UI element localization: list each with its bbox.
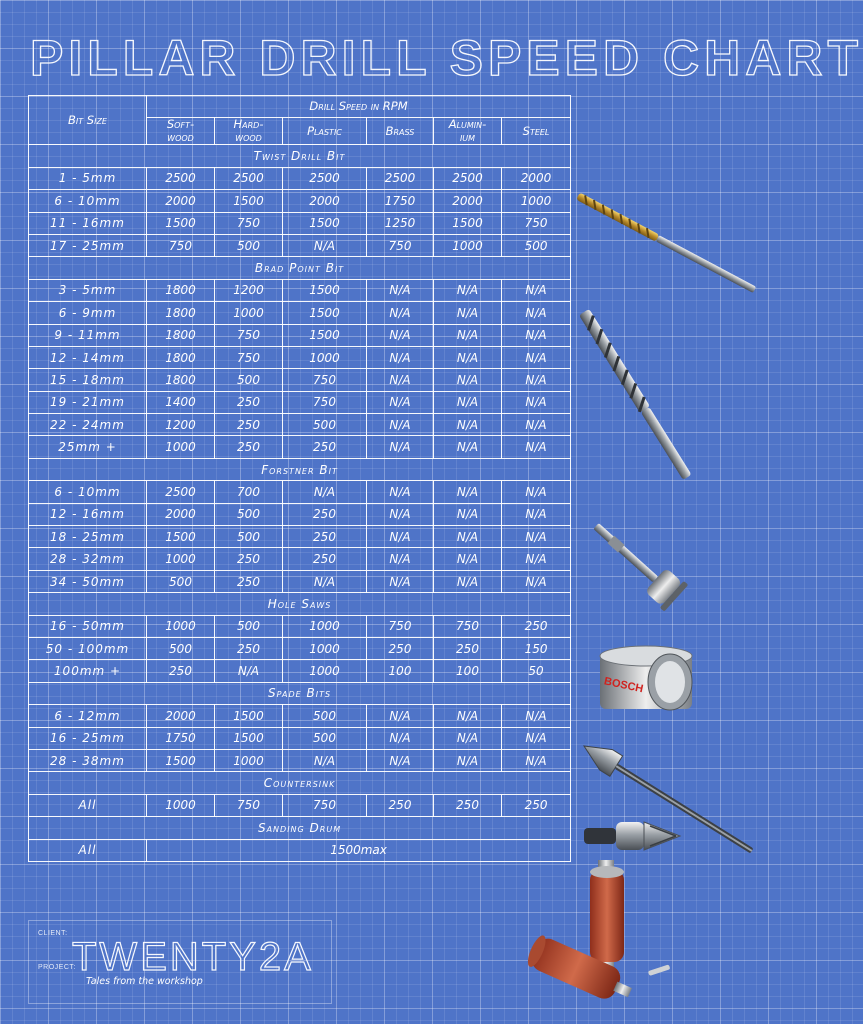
table-row <box>29 637 571 659</box>
section-title: Hole Saws <box>29 593 571 615</box>
speed-cell: 1000 <box>147 794 215 816</box>
bit-size-cell: 12 - 14mm <box>29 346 147 368</box>
table-row <box>29 212 571 234</box>
section-header-row <box>29 593 571 615</box>
section-title: Forstner Bit <box>29 458 571 480</box>
brand-tagline: Tales from the workshop <box>86 976 203 987</box>
speed-cell: 250 <box>215 637 283 659</box>
page-title: PILLAR DRILL SPEED CHART <box>30 30 863 86</box>
speed-cell: 750 <box>215 794 283 816</box>
speed-cell: N/A <box>367 369 434 391</box>
speed-cell: N/A <box>434 481 502 503</box>
speed-cell: N/A <box>367 481 434 503</box>
speed-cell: N/A <box>434 548 502 570</box>
table-row <box>29 369 571 391</box>
speed-cell: N/A <box>502 436 571 458</box>
bit-size-cell: 11 - 16mm <box>29 212 147 234</box>
speed-cell: N/A <box>367 414 434 436</box>
speed-cell: N/A <box>367 324 434 346</box>
speed-cell: N/A <box>367 526 434 548</box>
chart-body <box>29 145 571 862</box>
speed-cell: 2000 <box>283 190 367 212</box>
speed-cell: 1500 <box>215 190 283 212</box>
material-header-hardwood: Hard- wood <box>215 118 283 145</box>
table-row <box>29 794 571 816</box>
speed-cell: N/A <box>502 346 571 368</box>
section-header-row <box>29 145 571 167</box>
speed-cell: 250 <box>434 794 502 816</box>
speed-cell: 1000 <box>215 749 283 771</box>
bit-size-cell: 6 - 10mm <box>29 190 147 212</box>
speed-cell: 250 <box>215 391 283 413</box>
speed-cell: 500 <box>215 234 283 256</box>
table-row <box>29 526 571 548</box>
speed-cell: 2500 <box>283 167 367 189</box>
speed-cell: 1500 <box>283 324 367 346</box>
speed-cell: 250 <box>367 637 434 659</box>
section-header-row <box>29 817 571 839</box>
speed-cell: 250 <box>215 548 283 570</box>
bit-size-cell: 18 - 25mm <box>29 526 147 548</box>
bit-size-cell: 19 - 21mm <box>29 391 147 413</box>
table-row <box>29 727 571 749</box>
speed-cell: 750 <box>283 369 367 391</box>
table-row <box>29 705 571 727</box>
speed-cell: 1000 <box>147 436 215 458</box>
speed-cell: 2500 <box>367 167 434 189</box>
speed-cell: 1000 <box>147 548 215 570</box>
speed-cell: 1500max <box>147 839 571 861</box>
speed-cell: 1000 <box>283 637 367 659</box>
section-header-row <box>29 257 571 279</box>
speed-cell: N/A <box>367 391 434 413</box>
table-row <box>29 570 571 592</box>
speed-cell: N/A <box>434 503 502 525</box>
speed-cell: 750 <box>215 212 283 234</box>
hole-saw-brand: BOSCH <box>602 675 645 696</box>
speed-cell: N/A <box>367 570 434 592</box>
speed-cell: 1000 <box>283 660 367 682</box>
speed-cell: N/A <box>367 302 434 324</box>
speed-cell: N/A <box>502 526 571 548</box>
speed-cell: 1500 <box>283 302 367 324</box>
speed-cell: N/A <box>367 705 434 727</box>
speed-cell: N/A <box>367 279 434 301</box>
forstner-bit-icon <box>584 513 688 612</box>
speed-cell: 500 <box>215 615 283 637</box>
speed-cell: 750 <box>367 234 434 256</box>
bit-size-cell: 6 - 9mm <box>29 302 147 324</box>
speed-cell: 2500 <box>215 167 283 189</box>
speed-cell: N/A <box>434 391 502 413</box>
speed-cell: 750 <box>502 212 571 234</box>
section-header-row <box>29 772 571 794</box>
table-row <box>29 615 571 637</box>
speed-cell: 1800 <box>147 279 215 301</box>
speed-cell: N/A <box>367 503 434 525</box>
speed-cell: 750 <box>283 391 367 413</box>
speed-cell: 1000 <box>502 190 571 212</box>
bit-size-cell: 28 - 38mm <box>29 749 147 771</box>
material-header-aluminium: Alumin- ium <box>434 118 502 145</box>
speed-cell: N/A <box>367 749 434 771</box>
section-title: Sanding Drum <box>29 817 571 839</box>
speed-cell: 500 <box>147 570 215 592</box>
speed-cell: 250 <box>215 414 283 436</box>
speed-cell: 1800 <box>147 346 215 368</box>
speed-cell: 2000 <box>147 705 215 727</box>
speed-cell: 250 <box>147 660 215 682</box>
speed-cell: 250 <box>367 794 434 816</box>
speed-cell: 500 <box>215 369 283 391</box>
bit-size-cell: 25mm + <box>29 436 147 458</box>
speed-cell: N/A <box>502 727 571 749</box>
speed-cell: 750 <box>147 234 215 256</box>
speed-cell: 1750 <box>367 190 434 212</box>
speed-cell: 1000 <box>283 346 367 368</box>
speed-cell: N/A <box>434 436 502 458</box>
material-header-plastic: Plastic <box>283 118 367 145</box>
speed-cell: 100 <box>367 660 434 682</box>
table-row <box>29 346 571 368</box>
speed-cell: N/A <box>502 414 571 436</box>
speed-cell: 1000 <box>434 234 502 256</box>
speed-cell: 2000 <box>502 167 571 189</box>
speed-cell: N/A <box>215 660 283 682</box>
drill-speed-header: Drill Speed in RPM <box>147 96 571 118</box>
speed-cell: N/A <box>502 570 571 592</box>
bit-size-cell: All <box>29 839 147 861</box>
speed-cell: N/A <box>434 369 502 391</box>
speed-cell: 1500 <box>147 526 215 548</box>
speed-cell: 250 <box>283 526 367 548</box>
twist-drill-bit-icon <box>576 192 756 293</box>
section-header-row <box>29 682 571 704</box>
speed-cell: 1750 <box>147 727 215 749</box>
speed-cell: 1800 <box>147 324 215 346</box>
sanding-drum-icon <box>524 860 670 1008</box>
material-header-softwood: Soft- wood <box>147 118 215 145</box>
speed-cell: 250 <box>215 570 283 592</box>
speed-cell: 2000 <box>147 503 215 525</box>
bit-size-cell: 1 - 5mm <box>29 167 147 189</box>
speed-cell: 2500 <box>147 481 215 503</box>
bit-size-header: Bit Size <box>29 96 147 145</box>
section-header-row <box>29 458 571 480</box>
material-header-brass: Brass <box>367 118 434 145</box>
bit-size-cell: 3 - 5mm <box>29 279 147 301</box>
speed-cell: 500 <box>215 503 283 525</box>
table-row <box>29 167 571 189</box>
speed-cell: 500 <box>283 705 367 727</box>
speed-cell: N/A <box>283 234 367 256</box>
bit-size-cell: 16 - 25mm <box>29 727 147 749</box>
bit-size-cell: 16 - 50mm <box>29 615 147 637</box>
speed-cell: N/A <box>434 324 502 346</box>
speed-cell: 1500 <box>147 749 215 771</box>
table-row <box>29 279 571 301</box>
speed-cell: N/A <box>502 369 571 391</box>
table-row <box>29 660 571 682</box>
table-row <box>29 481 571 503</box>
speed-cell: 1500 <box>147 212 215 234</box>
bit-size-cell: 6 - 12mm <box>29 705 147 727</box>
speed-cell: 750 <box>367 615 434 637</box>
speed-cell: 500 <box>283 727 367 749</box>
speed-cell: 500 <box>215 526 283 548</box>
table-row <box>29 839 571 861</box>
speed-cell: N/A <box>502 481 571 503</box>
bit-size-cell: 28 - 32mm <box>29 548 147 570</box>
speed-cell: 500 <box>502 234 571 256</box>
speed-cell: N/A <box>367 727 434 749</box>
table-row <box>29 436 571 458</box>
hole-saw-icon <box>600 646 692 710</box>
speed-cell: N/A <box>434 279 502 301</box>
speed-cell: 1500 <box>215 705 283 727</box>
table-row <box>29 324 571 346</box>
speed-cell: 750 <box>283 794 367 816</box>
speed-cell: 1500 <box>215 727 283 749</box>
speed-cell: 250 <box>283 548 367 570</box>
speed-cell: N/A <box>434 570 502 592</box>
speed-cell: 500 <box>147 637 215 659</box>
speed-cell: 250 <box>502 615 571 637</box>
speed-cell: 1000 <box>215 302 283 324</box>
speed-cell: 2500 <box>147 167 215 189</box>
speed-cell: 1800 <box>147 369 215 391</box>
table-row <box>29 503 571 525</box>
speed-chart-table <box>28 95 571 862</box>
speed-cell: 1000 <box>147 615 215 637</box>
speed-cell: N/A <box>502 279 571 301</box>
table-row <box>29 190 571 212</box>
section-title: Countersink <box>29 772 571 794</box>
speed-cell: 250 <box>283 436 367 458</box>
speed-cell: 100 <box>434 660 502 682</box>
speed-cell: N/A <box>367 346 434 368</box>
bit-size-cell: 50 - 100mm <box>29 637 147 659</box>
project-label: PROJECT: <box>38 964 76 971</box>
bit-size-cell: 22 - 24mm <box>29 414 147 436</box>
section-title: Brad Point Bit <box>29 257 571 279</box>
tool-illustrations <box>570 180 768 980</box>
speed-cell: 250 <box>215 436 283 458</box>
speed-cell: 1200 <box>147 414 215 436</box>
speed-cell: 2500 <box>434 167 502 189</box>
speed-cell: N/A <box>434 414 502 436</box>
speed-cell: N/A <box>434 705 502 727</box>
bit-size-cell: 15 - 18mm <box>29 369 147 391</box>
speed-cell: N/A <box>502 705 571 727</box>
speed-cell: N/A <box>502 503 571 525</box>
speed-cell: 1500 <box>283 212 367 234</box>
speed-cell: N/A <box>283 570 367 592</box>
speed-cell: N/A <box>502 548 571 570</box>
speed-cell: 150 <box>502 637 571 659</box>
speed-cell: 1250 <box>367 212 434 234</box>
speed-cell: N/A <box>502 391 571 413</box>
bit-size-cell: 17 - 25mm <box>29 234 147 256</box>
speed-cell: 2000 <box>434 190 502 212</box>
speed-cell: 250 <box>283 503 367 525</box>
speed-cell: 250 <box>434 637 502 659</box>
table-row <box>29 749 571 771</box>
speed-cell: N/A <box>367 436 434 458</box>
speed-cell: 50 <box>502 660 571 682</box>
bit-size-cell: 12 - 16mm <box>29 503 147 525</box>
speed-cell: N/A <box>502 302 571 324</box>
speed-cell: N/A <box>367 548 434 570</box>
speed-cell: 1400 <box>147 391 215 413</box>
speed-cell: 1200 <box>215 279 283 301</box>
client-label: CLIENT: <box>38 930 68 937</box>
speed-cell: N/A <box>434 749 502 771</box>
table-row <box>29 234 571 256</box>
speed-cell: 1500 <box>434 212 502 234</box>
speed-cell: 1000 <box>283 615 367 637</box>
brand-logo: TWENTY2A <box>72 935 314 979</box>
speed-cell: 1500 <box>283 279 367 301</box>
speed-cell: N/A <box>283 749 367 771</box>
bit-size-cell: 34 - 50mm <box>29 570 147 592</box>
speed-cell: 500 <box>283 414 367 436</box>
speed-cell: N/A <box>502 749 571 771</box>
speed-cell: N/A <box>434 302 502 324</box>
table-row <box>29 548 571 570</box>
speed-cell: N/A <box>434 346 502 368</box>
bit-size-cell: All <box>29 794 147 816</box>
material-header-steel: Steel <box>502 118 571 145</box>
speed-cell: 2000 <box>147 190 215 212</box>
speed-cell: 750 <box>215 346 283 368</box>
bit-size-cell: 100mm + <box>29 660 147 682</box>
speed-cell: 700 <box>215 481 283 503</box>
speed-cell: N/A <box>283 481 367 503</box>
bit-size-cell: 9 - 11mm <box>29 324 147 346</box>
speed-cell: 250 <box>502 794 571 816</box>
speed-cell: 750 <box>215 324 283 346</box>
speed-cell: N/A <box>502 324 571 346</box>
speed-cell: N/A <box>434 526 502 548</box>
table-row <box>29 391 571 413</box>
speed-cell: N/A <box>434 727 502 749</box>
bit-size-cell: 6 - 10mm <box>29 481 147 503</box>
countersink-icon <box>584 822 680 850</box>
table-row <box>29 302 571 324</box>
brad-point-bit-icon <box>579 309 693 481</box>
section-title: Spade Bits <box>29 682 571 704</box>
section-title: Twist Drill Bit <box>29 145 571 167</box>
speed-cell: 750 <box>434 615 502 637</box>
table-row <box>29 414 571 436</box>
speed-cell: 1800 <box>147 302 215 324</box>
